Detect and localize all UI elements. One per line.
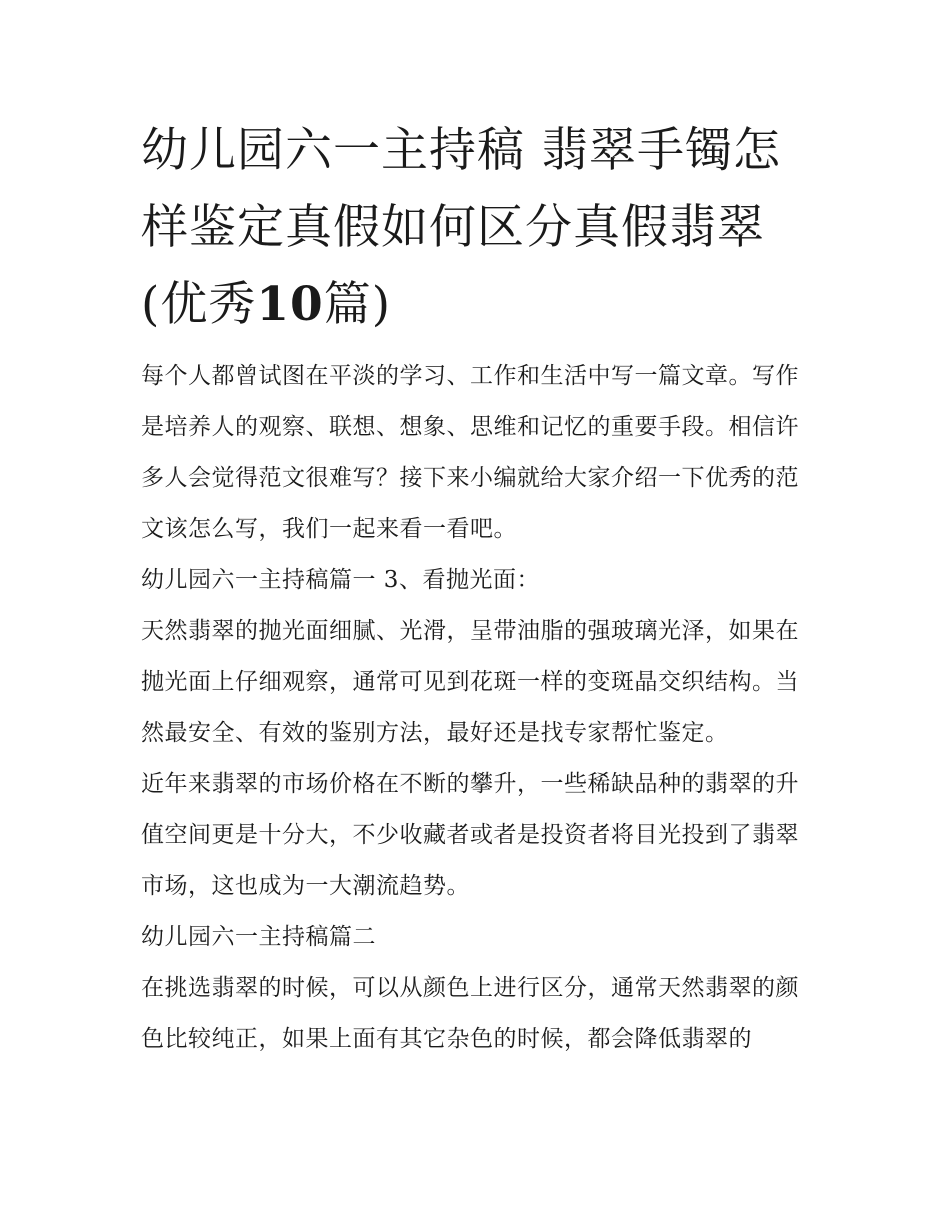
- title-number: 10: [256, 277, 324, 332]
- document-title: [141, 112, 813, 343]
- body-paragraph: 近年来翡翠的市场价格在不断的攀升，一些稀缺品种的翡翠的升值空间更是十分大，不少收藏者或者是投资者将目光投到了翡翠市场，这也成为一大潮流趋势。: [141, 771, 799, 899]
- intro-paragraph: 每个人都曾试图在平淡的学习、工作和生活中写一篇文章。写作是培养人的观察、联想、想象、思维和记忆的重要手段。相信许多人会觉得范文很难写？接下来小编就给大家介绍一下优秀的范文该怎么写，我们一起来看一看吧。: [141, 363, 799, 542]
- body-paragraph: 天然翡翠的抛光面细腻、光滑，呈带油脂的强玻璃光泽，如果在抛光面上仔细观察，通常可见到花斑一样的变斑晶交织结构。当然最安全、有效的鉴别方法，最好还是找专家帮忙鉴定。: [141, 618, 799, 746]
- document-page: [141, 112, 813, 1065]
- body-paragraph: 在挑选翡翠的时候，可以从颜色上进行区分，通常天然翡翠的颜色比较纯正，如果上面有其它杂色的时候，都会降低翡翠的: [141, 975, 799, 1052]
- section-heading-1: 幼儿园六一主持稿篇一 3、看抛光面：: [141, 567, 540, 593]
- title-text: 幼儿园六一主持稿 翡翠手镯怎样鉴定真假如何区分真假翡翠(优秀: [141, 123, 781, 332]
- title-suffix: 篇): [323, 277, 392, 332]
- section-heading-2: 幼儿园六一主持稿篇二: [141, 924, 376, 950]
